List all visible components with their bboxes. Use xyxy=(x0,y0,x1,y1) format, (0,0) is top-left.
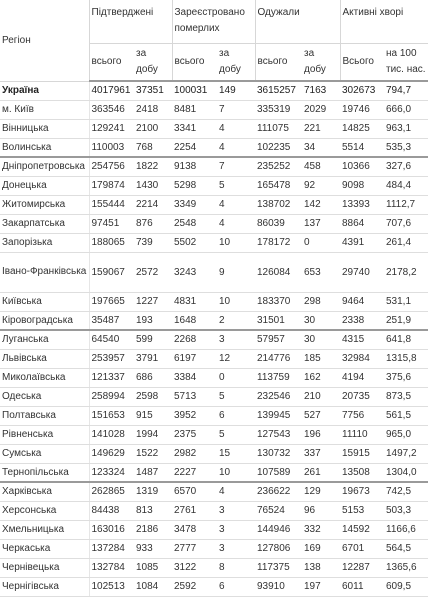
confirmed-total-cell: 4017961 xyxy=(89,81,134,100)
active-per100k-cell: 965,0 xyxy=(384,425,428,444)
deaths-day-cell: 5 xyxy=(217,387,255,406)
confirmed-day-header: за добу xyxy=(134,44,172,82)
recovered-total-cell: 107589 xyxy=(255,463,302,482)
confirmed-day-cell: 2100 xyxy=(134,119,172,138)
region-cell: м. Київ xyxy=(0,100,89,119)
confirmed-day-cell: 739 xyxy=(134,233,172,252)
table-row xyxy=(0,292,428,311)
deaths-day-cell: 149 xyxy=(217,81,255,100)
recovered-total-cell: 183370 xyxy=(255,292,302,311)
deaths-day-cell: 4 xyxy=(217,138,255,157)
active-per100k-cell: 503,3 xyxy=(384,501,428,520)
confirmed-day-cell: 1084 xyxy=(134,577,172,596)
recovered-total-cell: 130732 xyxy=(255,444,302,463)
region-cell: Львівська xyxy=(0,349,89,368)
recovered-day-cell: 196 xyxy=(302,425,340,444)
deaths-group-header: Зареєстровано померлих xyxy=(172,0,255,44)
confirmed-day-cell: 1487 xyxy=(134,463,172,482)
active-total-cell: 302673 xyxy=(340,81,384,100)
recovered-day-cell: 92 xyxy=(302,176,340,195)
region-cell: Рівненська xyxy=(0,425,89,444)
deaths-day-cell: 5 xyxy=(217,425,255,444)
deaths-total-cell: 2268 xyxy=(172,330,217,349)
deaths-day-cell: 6 xyxy=(217,406,255,425)
confirmed-day-cell: 2572 xyxy=(134,252,172,292)
recovered-total-cell: 127543 xyxy=(255,425,302,444)
confirmed-total-cell: 179874 xyxy=(89,176,134,195)
deaths-total-cell: 8481 xyxy=(172,100,217,119)
deaths-total-cell: 5502 xyxy=(172,233,217,252)
region-cell: Луганська xyxy=(0,330,89,349)
confirmed-total-header: всього xyxy=(89,44,134,82)
active-per100k-cell: 1497,2 xyxy=(384,444,428,463)
deaths-total-cell: 3952 xyxy=(172,406,217,425)
deaths-day-cell: 3 xyxy=(217,520,255,539)
recovered-day-cell: 185 xyxy=(302,349,340,368)
active-total-cell: 29740 xyxy=(340,252,384,292)
table-row xyxy=(0,539,428,558)
table-row xyxy=(0,311,428,330)
region-cell: Закарпатська xyxy=(0,214,89,233)
region-cell: Хмельницька xyxy=(0,520,89,539)
recovered-total-cell: 232546 xyxy=(255,387,302,406)
recovered-total-cell: 127806 xyxy=(255,539,302,558)
active-total-header: Всього xyxy=(340,44,384,82)
region-cell: Вінницька xyxy=(0,119,89,138)
deaths-day-cell: 10 xyxy=(217,463,255,482)
recovered-total-cell: 235252 xyxy=(255,157,302,176)
active-total-cell: 4391 xyxy=(340,233,384,252)
active-group-header: Активні хворі xyxy=(340,0,428,44)
confirmed-total-cell: 141028 xyxy=(89,425,134,444)
confirmed-day-cell: 3791 xyxy=(134,349,172,368)
confirmed-day-cell: 1430 xyxy=(134,176,172,195)
recovered-day-cell: 7163 xyxy=(302,81,340,100)
active-per100k-cell: 1112,7 xyxy=(384,195,428,214)
confirmed-total-cell: 110003 xyxy=(89,138,134,157)
deaths-day-cell: 7 xyxy=(217,157,255,176)
recovered-total-cell: 236622 xyxy=(255,482,302,501)
confirmed-day-cell: 2186 xyxy=(134,520,172,539)
active-total-cell: 19673 xyxy=(340,482,384,501)
confirmed-day-cell: 768 xyxy=(134,138,172,157)
confirmed-total-cell: 188065 xyxy=(89,233,134,252)
region-cell: Житомирська xyxy=(0,195,89,214)
recovered-day-cell: 96 xyxy=(302,501,340,520)
active-total-cell: 15915 xyxy=(340,444,384,463)
confirmed-day-cell: 1227 xyxy=(134,292,172,311)
deaths-total-cell: 1648 xyxy=(172,311,217,330)
active-total-cell: 5153 xyxy=(340,501,384,520)
confirmed-day-cell: 686 xyxy=(134,368,172,387)
active-per100k-cell: 531,1 xyxy=(384,292,428,311)
deaths-total-cell: 3243 xyxy=(172,252,217,292)
recovered-total-cell: 335319 xyxy=(255,100,302,119)
recovered-total-cell: 117375 xyxy=(255,558,302,577)
active-total-cell: 13508 xyxy=(340,463,384,482)
confirmed-day-cell: 1822 xyxy=(134,157,172,176)
deaths-day-cell: 15 xyxy=(217,444,255,463)
active-per100k-cell: 641,8 xyxy=(384,330,428,349)
recovered-total-cell: 178172 xyxy=(255,233,302,252)
deaths-day-cell: 5 xyxy=(217,176,255,195)
region-cell: Сумська xyxy=(0,444,89,463)
deaths-day-cell: 2 xyxy=(217,311,255,330)
table-row xyxy=(0,444,428,463)
deaths-day-cell: 6 xyxy=(217,577,255,596)
recovered-total-cell: 76524 xyxy=(255,501,302,520)
region-cell: Донецька xyxy=(0,176,89,195)
confirmed-day-cell: 1994 xyxy=(134,425,172,444)
recovered-day-cell: 298 xyxy=(302,292,340,311)
confirmed-day-cell: 2418 xyxy=(134,100,172,119)
active-per100k-cell: 2178,2 xyxy=(384,252,428,292)
confirmed-total-cell: 121337 xyxy=(89,368,134,387)
deaths-day-cell: 9 xyxy=(217,252,255,292)
deaths-day-cell: 4 xyxy=(217,119,255,138)
deaths-total-cell: 2227 xyxy=(172,463,217,482)
active-per100k-cell: 561,5 xyxy=(384,406,428,425)
deaths-day-cell: 3 xyxy=(217,330,255,349)
active-per100k-cell: 666,0 xyxy=(384,100,428,119)
recovered-day-cell: 34 xyxy=(302,138,340,157)
recovered-day-cell: 169 xyxy=(302,539,340,558)
active-per100k-cell: 375,6 xyxy=(384,368,428,387)
active-per100k-cell: 963,1 xyxy=(384,119,428,138)
confirmed-day-cell: 876 xyxy=(134,214,172,233)
deaths-day-cell: 4 xyxy=(217,482,255,501)
deaths-day-cell: 7 xyxy=(217,100,255,119)
active-total-cell: 6701 xyxy=(340,539,384,558)
region-cell: Кіровоградська xyxy=(0,311,89,330)
confirmed-total-cell: 149629 xyxy=(89,444,134,463)
confirmed-day-cell: 2598 xyxy=(134,387,172,406)
recovered-day-cell: 527 xyxy=(302,406,340,425)
table-row xyxy=(0,330,428,349)
region-cell: Волинська xyxy=(0,138,89,157)
confirmed-group-header: Підтверджені xyxy=(89,0,172,44)
deaths-total-cell: 2777 xyxy=(172,539,217,558)
deaths-total-cell: 9138 xyxy=(172,157,217,176)
region-cell: Полтавська xyxy=(0,406,89,425)
active-per100k-cell: 707,6 xyxy=(384,214,428,233)
recovered-total-cell: 3615257 xyxy=(255,81,302,100)
active-total-cell: 10366 xyxy=(340,157,384,176)
recovered-day-cell: 197 xyxy=(302,577,340,596)
active-total-cell: 9098 xyxy=(340,176,384,195)
confirmed-total-cell: 64540 xyxy=(89,330,134,349)
table-row xyxy=(0,463,428,482)
deaths-total-cell: 3122 xyxy=(172,558,217,577)
recovered-group-header: Одужали xyxy=(255,0,340,44)
recovered-total-cell: 214776 xyxy=(255,349,302,368)
deaths-total-cell: 6197 xyxy=(172,349,217,368)
recovered-day-cell: 129 xyxy=(302,482,340,501)
confirmed-day-cell: 933 xyxy=(134,539,172,558)
recovered-total-header: всього xyxy=(255,44,302,82)
deaths-day-cell: 12 xyxy=(217,349,255,368)
deaths-total-cell: 2592 xyxy=(172,577,217,596)
active-total-cell: 20735 xyxy=(340,387,384,406)
confirmed-total-cell: 123324 xyxy=(89,463,134,482)
active-per100k-cell: 794,7 xyxy=(384,81,428,100)
table-row xyxy=(0,520,428,539)
confirmed-day-cell: 813 xyxy=(134,501,172,520)
deaths-total-header: всього xyxy=(172,44,217,82)
table-row xyxy=(0,119,428,138)
active-per100k-cell: 609,5 xyxy=(384,577,428,596)
recovered-day-cell: 210 xyxy=(302,387,340,406)
confirmed-day-cell: 1522 xyxy=(134,444,172,463)
region-column-header: Регіон xyxy=(0,0,89,81)
table-row xyxy=(0,558,428,577)
active-per100k-cell: 1166,6 xyxy=(384,520,428,539)
active-per100k-cell: 535,3 xyxy=(384,138,428,157)
confirmed-total-cell: 155444 xyxy=(89,195,134,214)
active-total-cell: 2338 xyxy=(340,311,384,330)
recovered-day-cell: 30 xyxy=(302,330,340,349)
deaths-total-cell: 2254 xyxy=(172,138,217,157)
deaths-day-cell: 10 xyxy=(217,233,255,252)
active-per100k-cell: 484,4 xyxy=(384,176,428,195)
active-per100k-cell: 1315,8 xyxy=(384,349,428,368)
recovered-day-cell: 137 xyxy=(302,214,340,233)
deaths-total-cell: 3384 xyxy=(172,368,217,387)
active-total-cell: 13393 xyxy=(340,195,384,214)
header-row-groups xyxy=(0,0,428,44)
confirmed-day-cell: 1085 xyxy=(134,558,172,577)
table-row xyxy=(0,501,428,520)
confirmed-day-cell: 599 xyxy=(134,330,172,349)
table-row xyxy=(0,214,428,233)
active-total-cell: 6011 xyxy=(340,577,384,596)
active-per100k-header: на 100 тис. нас. xyxy=(384,44,428,82)
active-per100k-cell: 251,9 xyxy=(384,311,428,330)
deaths-day-cell: 3 xyxy=(217,539,255,558)
confirmed-total-cell: 132784 xyxy=(89,558,134,577)
region-cell: Тернопільська xyxy=(0,463,89,482)
deaths-total-cell: 100031 xyxy=(172,81,217,100)
table-row xyxy=(0,195,428,214)
recovered-total-cell: 165478 xyxy=(255,176,302,195)
confirmed-day-cell: 915 xyxy=(134,406,172,425)
deaths-total-cell: 5713 xyxy=(172,387,217,406)
recovered-day-cell: 142 xyxy=(302,195,340,214)
confirmed-total-cell: 262865 xyxy=(89,482,134,501)
table-row xyxy=(0,233,428,252)
confirmed-day-cell: 2214 xyxy=(134,195,172,214)
deaths-total-cell: 2982 xyxy=(172,444,217,463)
recovered-total-cell: 93910 xyxy=(255,577,302,596)
table-row-total xyxy=(0,81,428,100)
recovered-total-cell: 102235 xyxy=(255,138,302,157)
recovered-day-cell: 30 xyxy=(302,311,340,330)
active-total-cell: 12287 xyxy=(340,558,384,577)
deaths-total-cell: 5298 xyxy=(172,176,217,195)
active-total-cell: 4315 xyxy=(340,330,384,349)
deaths-total-cell: 2761 xyxy=(172,501,217,520)
active-per100k-cell: 564,5 xyxy=(384,539,428,558)
deaths-day-header: за добу xyxy=(217,44,255,82)
active-total-cell: 5514 xyxy=(340,138,384,157)
confirmed-day-cell: 1319 xyxy=(134,482,172,501)
deaths-total-cell: 3478 xyxy=(172,520,217,539)
recovered-total-cell: 144946 xyxy=(255,520,302,539)
recovered-day-cell: 332 xyxy=(302,520,340,539)
region-cell: Чернігівська xyxy=(0,577,89,596)
confirmed-total-cell: 254756 xyxy=(89,157,134,176)
table-row xyxy=(0,138,428,157)
recovered-total-cell: 86039 xyxy=(255,214,302,233)
table-row xyxy=(0,349,428,368)
table-row xyxy=(0,406,428,425)
active-total-cell: 14825 xyxy=(340,119,384,138)
recovered-day-cell: 0 xyxy=(302,233,340,252)
active-per100k-cell: 327,6 xyxy=(384,157,428,176)
active-total-cell: 14592 xyxy=(340,520,384,539)
recovered-day-cell: 337 xyxy=(302,444,340,463)
active-total-cell: 19746 xyxy=(340,100,384,119)
deaths-day-cell: 4 xyxy=(217,195,255,214)
region-cell: Черкаська xyxy=(0,539,89,558)
confirmed-total-cell: 97451 xyxy=(89,214,134,233)
recovered-day-cell: 2029 xyxy=(302,100,340,119)
recovered-day-cell: 458 xyxy=(302,157,340,176)
table-row xyxy=(0,157,428,176)
table-row xyxy=(0,387,428,406)
active-total-cell: 9464 xyxy=(340,292,384,311)
active-total-cell: 4194 xyxy=(340,368,384,387)
active-total-cell: 11110 xyxy=(340,425,384,444)
region-cell: Івано-Франківська xyxy=(0,252,89,292)
deaths-total-cell: 6570 xyxy=(172,482,217,501)
recovered-total-cell: 113759 xyxy=(255,368,302,387)
region-cell: Миколаївська xyxy=(0,368,89,387)
table-row xyxy=(0,368,428,387)
active-total-cell: 32984 xyxy=(340,349,384,368)
region-cell: Запорізька xyxy=(0,233,89,252)
recovered-day-cell: 261 xyxy=(302,463,340,482)
confirmed-total-cell: 35487 xyxy=(89,311,134,330)
region-cell: Одеська xyxy=(0,387,89,406)
table-row xyxy=(0,100,428,119)
confirmed-day-cell: 193 xyxy=(134,311,172,330)
active-total-cell: 7756 xyxy=(340,406,384,425)
active-total-cell: 8864 xyxy=(340,214,384,233)
deaths-day-cell: 8 xyxy=(217,558,255,577)
confirmed-total-cell: 129241 xyxy=(89,119,134,138)
active-per100k-cell: 261,4 xyxy=(384,233,428,252)
confirmed-day-cell: 37351 xyxy=(134,81,172,100)
region-cell: Харківська xyxy=(0,482,89,501)
recovered-total-cell: 138702 xyxy=(255,195,302,214)
deaths-total-cell: 3341 xyxy=(172,119,217,138)
recovered-total-cell: 31501 xyxy=(255,311,302,330)
deaths-day-cell: 10 xyxy=(217,292,255,311)
recovered-day-cell: 138 xyxy=(302,558,340,577)
recovered-day-cell: 221 xyxy=(302,119,340,138)
table-row xyxy=(0,425,428,444)
deaths-total-cell: 3349 xyxy=(172,195,217,214)
recovered-day-cell: 653 xyxy=(302,252,340,292)
table-body xyxy=(0,81,428,596)
recovered-total-cell: 139945 xyxy=(255,406,302,425)
table-row xyxy=(0,577,428,596)
recovered-total-cell: 126084 xyxy=(255,252,302,292)
confirmed-total-cell: 84438 xyxy=(89,501,134,520)
recovered-day-header: за добу xyxy=(302,44,340,82)
deaths-day-cell: 4 xyxy=(217,214,255,233)
recovered-total-cell: 57957 xyxy=(255,330,302,349)
active-per100k-cell: 742,5 xyxy=(384,482,428,501)
region-cell: Херсонська xyxy=(0,501,89,520)
confirmed-total-cell: 363546 xyxy=(89,100,134,119)
deaths-total-cell: 2548 xyxy=(172,214,217,233)
active-per100k-cell: 1365,6 xyxy=(384,558,428,577)
confirmed-total-cell: 102513 xyxy=(89,577,134,596)
confirmed-total-cell: 253957 xyxy=(89,349,134,368)
region-cell: Дніпропетровська xyxy=(0,157,89,176)
region-cell: Україна xyxy=(0,81,89,100)
deaths-day-cell: 3 xyxy=(217,501,255,520)
recovered-total-cell: 111075 xyxy=(255,119,302,138)
active-per100k-cell: 1304,0 xyxy=(384,463,428,482)
active-per100k-cell: 873,5 xyxy=(384,387,428,406)
region-cell: Київська xyxy=(0,292,89,311)
deaths-day-cell: 0 xyxy=(217,368,255,387)
recovered-day-cell: 162 xyxy=(302,368,340,387)
table-row xyxy=(0,176,428,195)
confirmed-total-cell: 159067 xyxy=(89,252,134,292)
confirmed-total-cell: 197665 xyxy=(89,292,134,311)
table-row xyxy=(0,482,428,501)
deaths-total-cell: 4831 xyxy=(172,292,217,311)
table-row xyxy=(0,252,428,292)
confirmed-total-cell: 163016 xyxy=(89,520,134,539)
region-cell: Чернівецька xyxy=(0,558,89,577)
confirmed-total-cell: 258994 xyxy=(89,387,134,406)
confirmed-total-cell: 151653 xyxy=(89,406,134,425)
confirmed-total-cell: 137284 xyxy=(89,539,134,558)
deaths-total-cell: 2375 xyxy=(172,425,217,444)
